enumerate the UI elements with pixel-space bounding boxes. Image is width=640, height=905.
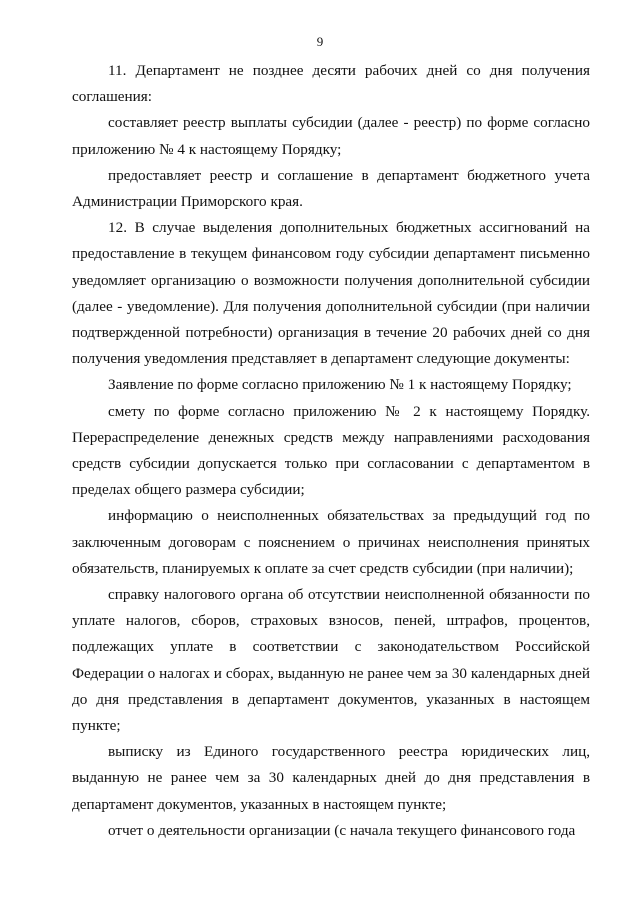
document-body bbox=[72, 58, 590, 844]
paragraph-obligations: информацию о неисполненных обязательствах за предыдущий год по заключенным договорам с пояснением о причинах неисполнения принятых обязательств, планируемых к оплате за счет средств субсидии (при наличии); bbox=[72, 507, 590, 577]
paragraph-11: 11. Департамент не позднее десяти рабочих дней со дня получения соглашения: bbox=[72, 62, 590, 106]
paragraph-submission: предоставляет реестр и соглашение в департамент бюджетного учета Администрации Приморского края. bbox=[72, 166, 590, 211]
paragraph-12: 12. В случае выделения дополнительных бюджетных ассигнований на предоставление в текущем финансовом году субсидии департамент письменно уведомляет организацию о возможности получения дополнительной субсидии (далее - уведомление). Для получения дополнительной субсидии (при наличии подтвержденной потребности) организация в течение 20 рабочих дней со дня получения уведомления представляет в департамент следующие документы: bbox=[72, 219, 590, 368]
paragraph-report: отчет о деятельности организации (с начала текущего финансового года bbox=[108, 821, 576, 839]
paragraph-application: Заявление по форме согласно приложению № 1 к настоящему Порядку; bbox=[108, 376, 572, 394]
page-number: 9 bbox=[316, 34, 324, 49]
paragraph-estimate: смету по форме согласно приложению № 2 к настоящему Порядку. Перераспределение денежных средств между направлениями расходования средств субсидии допускается только при согласовании с департаментом в пределах общего размера субсидии; bbox=[72, 402, 590, 499]
paragraph-registry: составляет реестр выплаты субсидии (далее - реестр) по форме согласно приложению № 4 к настоящему Порядку; bbox=[72, 114, 590, 158]
paragraph-registry-extract: выписку из Единого государственного реестра юридических лиц, выданную не ранее чем за 30 календарных дней до дня представления в департамент документов, указанных в настоящем пункте; bbox=[72, 743, 590, 813]
paragraph-tax-certificate: справку налогового органа об отсутствии неисполненной обязанности по уплате налогов, сборов, страховых взносов, пеней, штрафов, процентов, подлежащих уплате в соответствии с законодательством Российской Федерации о налогах и сборах, выданную не ранее чем за 30 календарных дней до дня представления в департамент документов, указанных в настоящем пункте; bbox=[72, 586, 590, 735]
